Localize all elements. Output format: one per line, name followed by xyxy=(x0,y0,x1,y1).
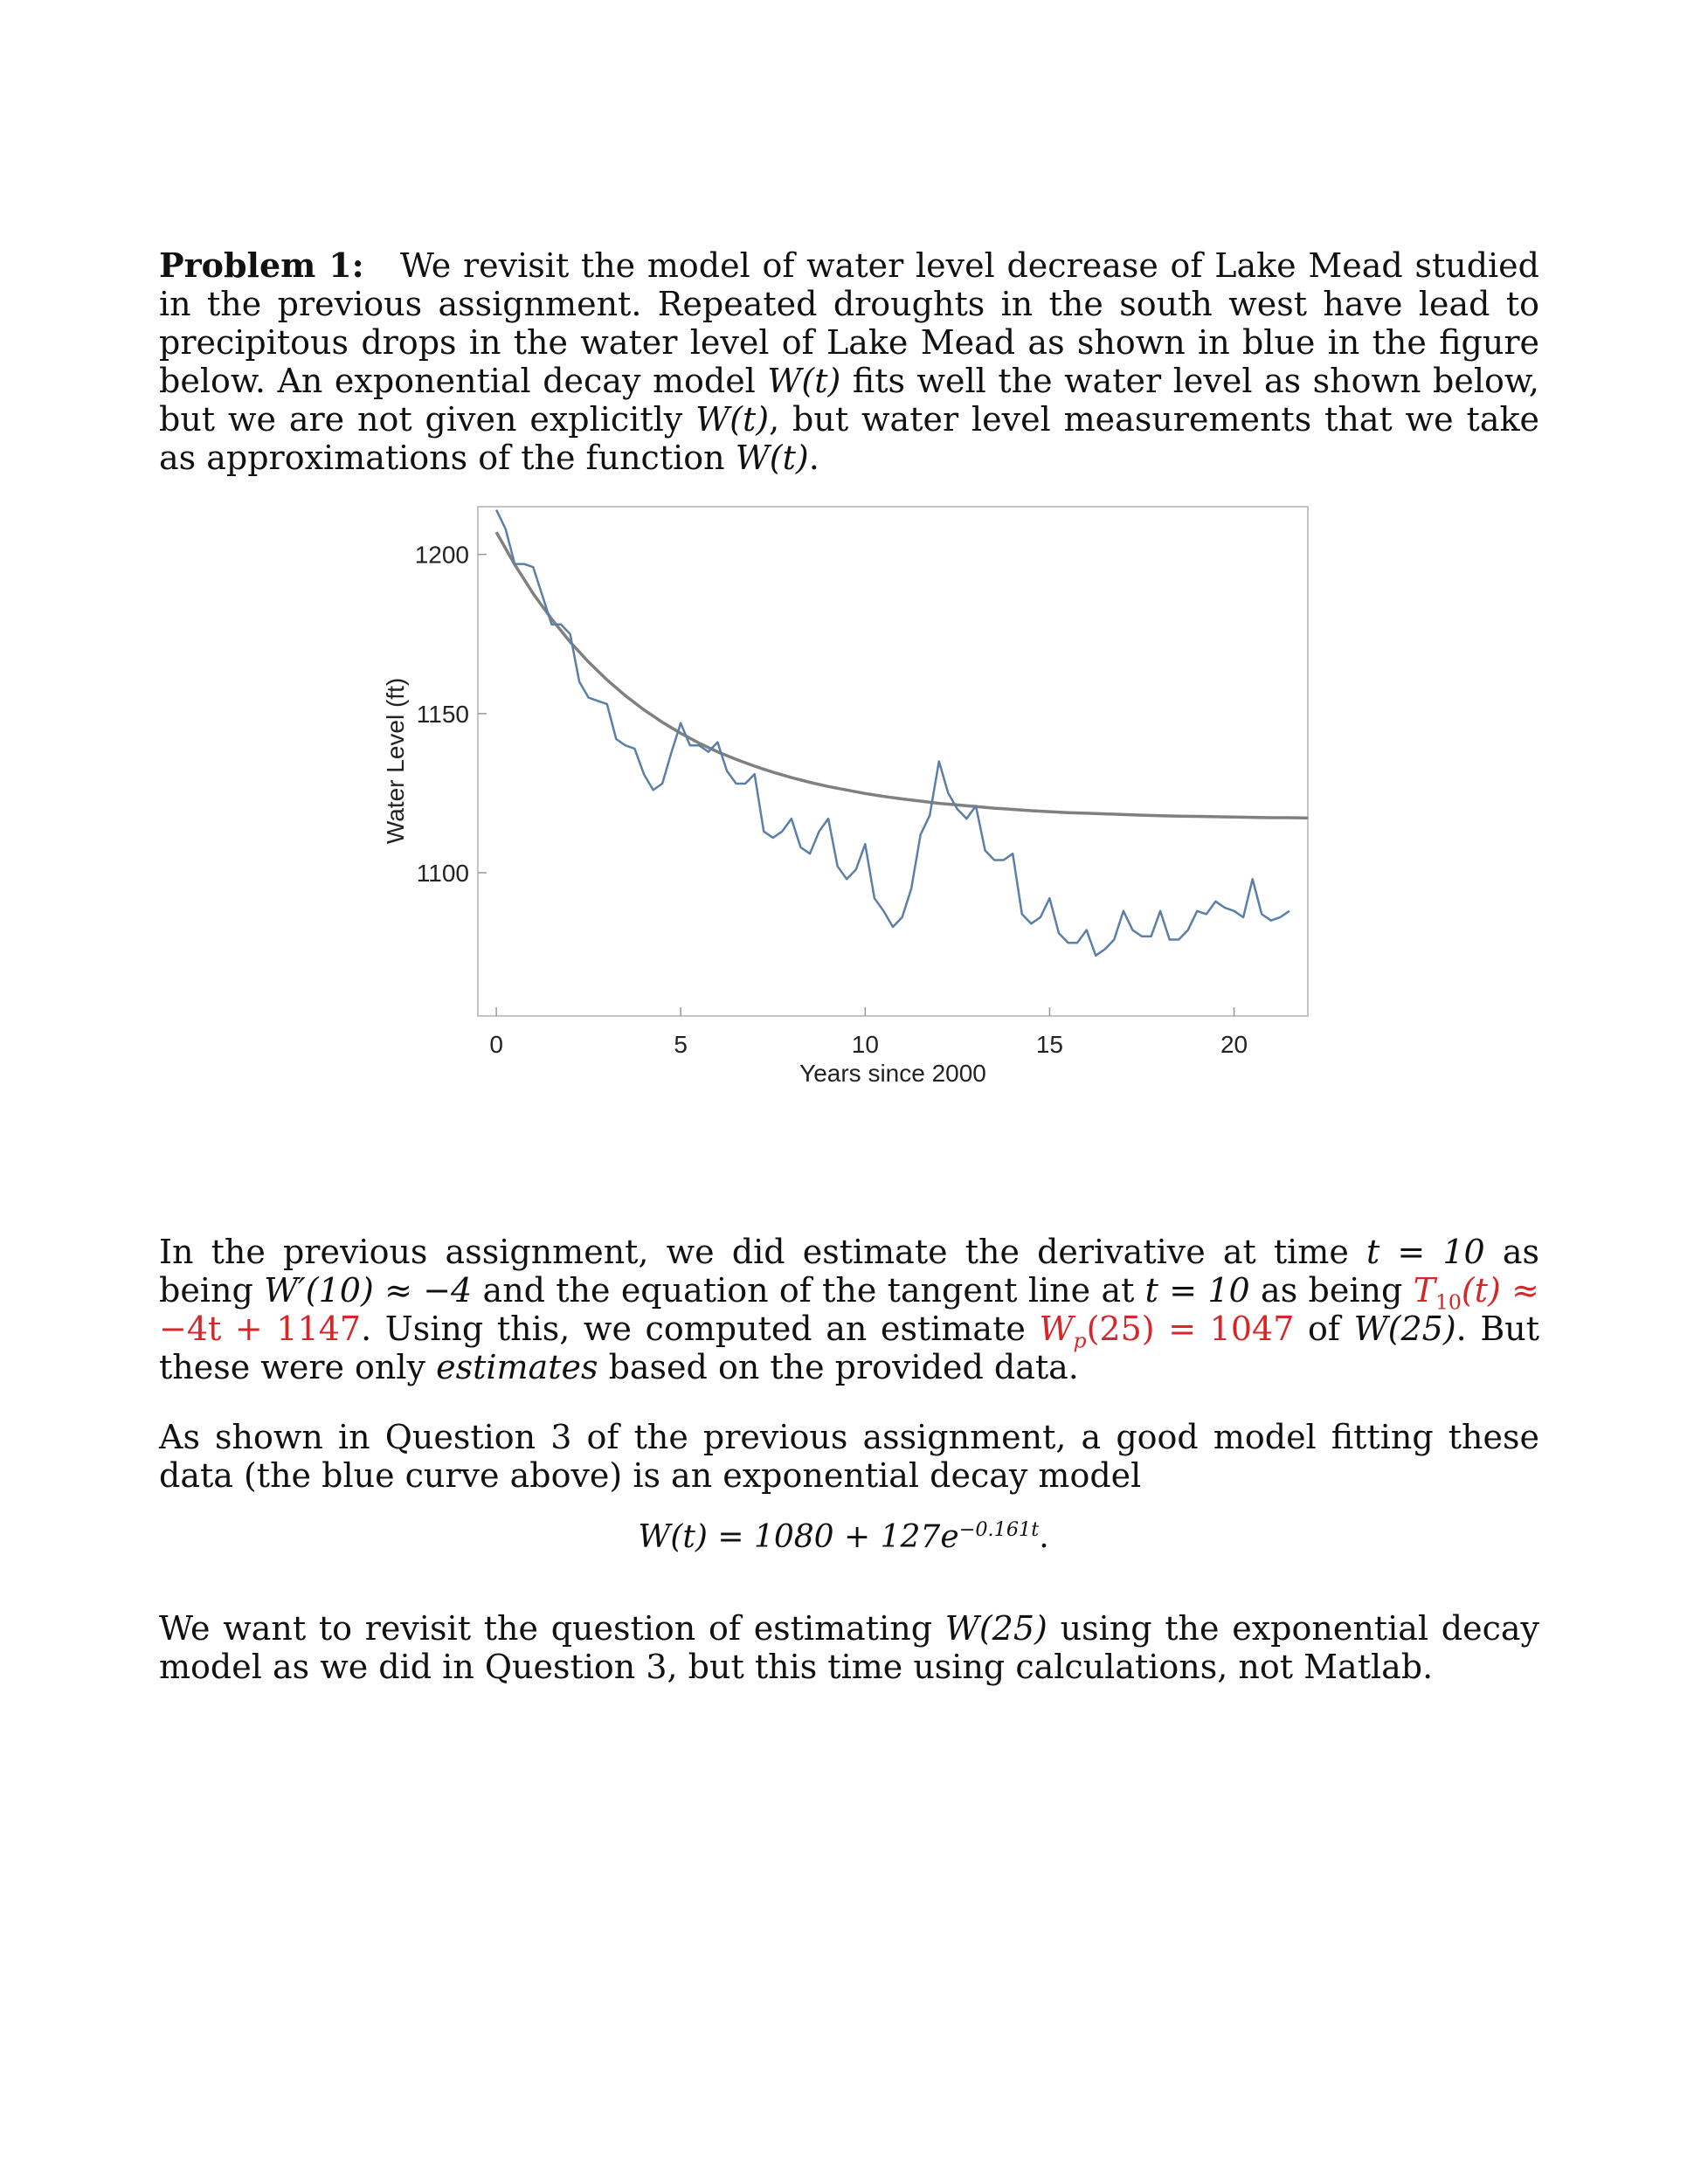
p2-text-e: . Using this, we computed an estimate xyxy=(361,1310,1040,1348)
intro-text-b: fits well the water level as shown below, but we are not given explicitly xyxy=(159,362,1539,439)
plot-frame xyxy=(478,507,1308,1016)
x-tick-label: 0 xyxy=(489,1031,503,1058)
intro-text-c: , but water level measurements that we take as approximations of the function xyxy=(159,400,1539,477)
math-w-prime-10: W′(10) ≈ −4 xyxy=(264,1271,473,1310)
y-axis-label: Water Level (ft) xyxy=(382,677,409,845)
x-axis-label: Years since 2000 xyxy=(799,1060,986,1087)
p2-text-h: based on the provided data. xyxy=(598,1348,1079,1386)
intro-text-a: We revisit the model of water level decrease of Lake Mead studied in the previous assignment. Repeated droughts in the south west have lead to precipitous drops in the water level of Lake Mead as shown in blue in the figure below. An exponential decay model xyxy=(159,246,1539,400)
equation-period: . xyxy=(1039,1519,1049,1555)
math-w-25: W(25) xyxy=(1353,1310,1456,1348)
intro-text-d: . xyxy=(808,439,819,477)
x-tick-label: 5 xyxy=(674,1031,688,1058)
math-w-t: W(t) xyxy=(735,439,809,477)
math-w-25: W(25) xyxy=(944,1609,1047,1648)
y-tick-label: 1100 xyxy=(416,860,469,888)
math-w-t: W(t) xyxy=(767,362,841,400)
water-level-series xyxy=(496,510,1289,956)
p3-text: As shown in Question 3 of the previous assignment, a good model fitting these data (the blue curve above) is an exponential decay model xyxy=(159,1418,1539,1495)
p2-text-d: as being xyxy=(1249,1271,1414,1310)
p2-text-c: and the equation of the tangent line at xyxy=(472,1271,1145,1310)
x-tick-label: 15 xyxy=(1035,1031,1064,1058)
emphasis-estimates: estimates xyxy=(436,1348,598,1386)
problem-heading: Problem 1: xyxy=(159,245,364,285)
y-tick-label: 1200 xyxy=(414,541,469,569)
tangent-line-expression: $T_{10}(t) \approx -4t + 1147$ xyxy=(159,1271,1539,1348)
math-w-t: W(t) xyxy=(695,400,770,439)
p2-text-f: of xyxy=(1294,1310,1354,1348)
goal-paragraph xyxy=(159,1609,1539,1686)
p2-text-a: In the previous assignment, we did estimate the derivative at time xyxy=(159,1233,1366,1271)
model-paragraph xyxy=(159,1418,1539,1495)
math-t-eq-10: t = 10 xyxy=(1366,1233,1485,1271)
y-tick-labels xyxy=(415,542,469,887)
equation-lhs: W(t) = 1080 + 127e xyxy=(638,1519,959,1555)
x-tick-label: 10 xyxy=(851,1031,879,1058)
math-t-eq-10: t = 10 xyxy=(1144,1271,1250,1310)
axis-ticks xyxy=(478,555,1234,1016)
p4-text-b: using the exponential decay model as we did in Question 3, but this time using calculations, not Matlab. xyxy=(159,1609,1540,1686)
derivative-paragraph xyxy=(159,1233,1539,1386)
exponential-model-series xyxy=(496,532,1308,818)
x-tick-label: 20 xyxy=(1220,1031,1248,1058)
equation-exponent: −0.161t xyxy=(958,1518,1040,1541)
x-tick-labels xyxy=(489,1031,1248,1058)
p4-text-a: We want to revisit the question of estimating xyxy=(159,1609,945,1648)
p2-text-g: . But these were only xyxy=(159,1310,1539,1386)
model-equation xyxy=(0,1518,1687,1557)
y-tick-label: 1150 xyxy=(416,700,469,728)
p2-text-b: as being xyxy=(159,1233,1539,1310)
wp-estimate: $W_p(25) = 1047$ xyxy=(1039,1310,1295,1353)
